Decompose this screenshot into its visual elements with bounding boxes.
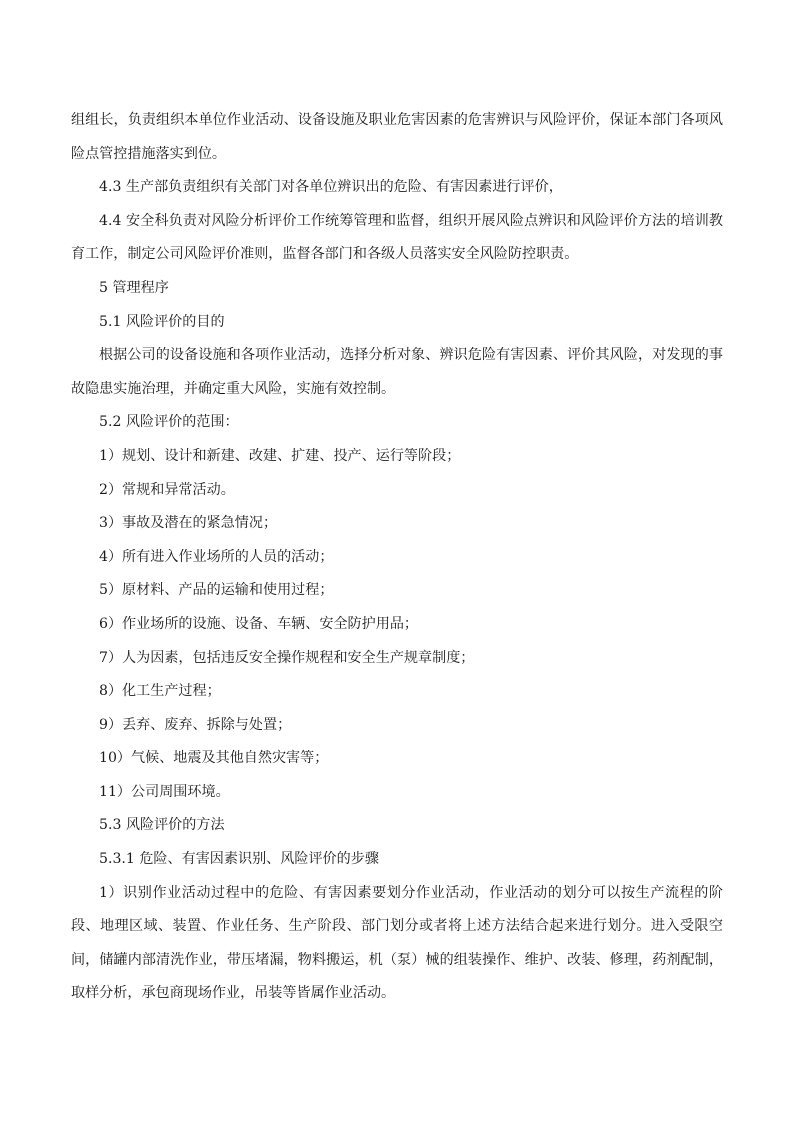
- heading-5-2: 5.2 风险评价的范围：: [99, 414, 239, 431]
- list-item-4: 4）所有进入作业场所的人员的活动；: [99, 548, 334, 565]
- list-item-2: 2）常规和异常活动。: [99, 481, 235, 498]
- heading-5-3: 5.3 风险评价的方法: [99, 817, 225, 834]
- list-item-9: 9）丢弃、废弃、拆除与处置；: [99, 716, 292, 733]
- list-item-8: 8）化工生产过程；: [99, 683, 221, 700]
- list-item-6: 6）作业场所的设施、设备、车辆、安全防护用品；: [99, 615, 419, 632]
- list-item-1: 1）规划、设计和新建、改建、扩建、投产、运行等阶段；: [99, 447, 461, 464]
- paragraph-continuation: 组组长，负责组织本单位作业活动、设备设施及职业危害因素的危害辨识与风险评价，保证本部门各项风险点管控措施落实到位。: [71, 112, 723, 162]
- paragraph-5-1: 根据公司的设备设施和各项作业活动，选择分析对象、辨识危险有害因素、评价其风险，对发现的事故隐患实施治理，并确定重大风险，实施有效控制。: [71, 347, 723, 397]
- heading-5-1: 5.1 风险评价的目的: [99, 313, 225, 330]
- heading-5-3-1: 5.3.1 危险、有害因素识别、风险评价的步骤: [99, 851, 379, 868]
- heading-5: 5 管理程序: [99, 279, 169, 296]
- paragraph-4-4: 4.4 安全科负责对风险分析评价工作统筹管理和监督，组织开展风险点辨识和风险评价方法的培训教育工作，制定公司风险评价准则，监督各部门和各级人员落实安全风险防控职责。: [71, 212, 723, 263]
- list-item-5: 5）原材料、产品的运输和使用过程；: [99, 582, 334, 599]
- list-item-7: 7）人为因素，包括违反安全操作规程和安全生产规章制度；: [99, 649, 475, 666]
- paragraph-4-3: 4.3 生产部负责组织有关部门对各单位辨识出的危险、有害因素进行评价，: [99, 179, 563, 196]
- list-item-3: 3）事故及潜在的紧急情况；: [99, 515, 278, 532]
- document-page: [71, 104, 723, 1011]
- list-item-10: 10）气候、地震及其他自然灾害等；: [99, 750, 329, 767]
- paragraph-5-3-1-step-1: 1）识别作业活动过程中的危险、有害因素要划分作业活动，作业活动的划分可以按生产流程的阶段、地理区域、装置、作业任务、生产阶段、部门划分或者将上述方法结合起来进行划分。进入受限空间，储罐内部清洗作业，带压堵漏，物料搬运，机（泵）械的组装操作、维护、改装、修理，药剂配制，取样分析，承包商现场作业，吊装等皆属作业活动。: [71, 884, 723, 1002]
- list-item-11: 11）公司周围环境。: [99, 783, 230, 800]
